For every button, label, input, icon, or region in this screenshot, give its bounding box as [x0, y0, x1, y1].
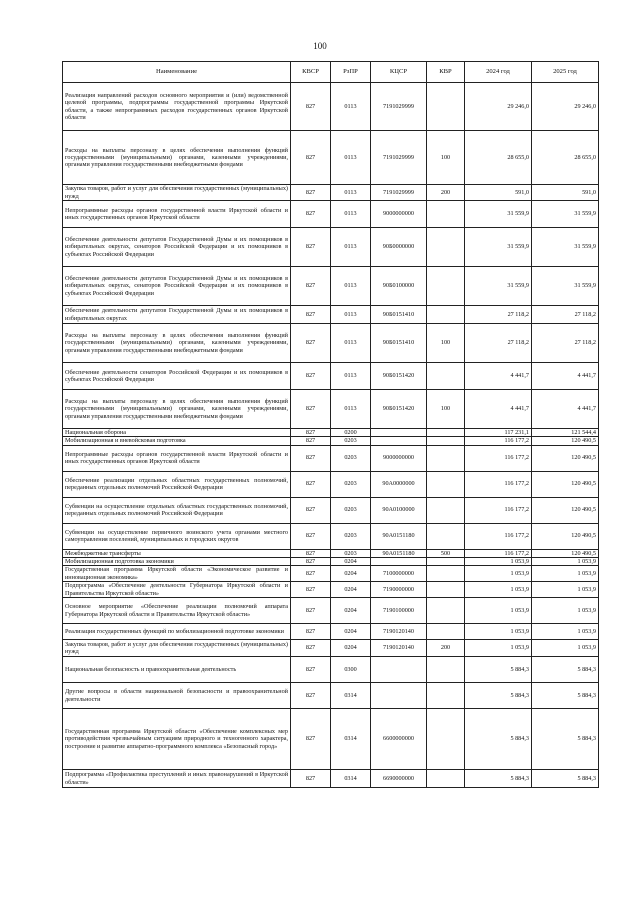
cell-kvr: [427, 624, 465, 640]
cell-y2025: 591,0: [532, 185, 599, 201]
table-row: [63, 324, 599, 363]
cell-y2025: 27 118,2: [532, 324, 599, 363]
cell-kcsr: [371, 437, 427, 445]
cell-kvsr: 827: [291, 683, 331, 709]
cell-kcsr: 90Б0151410: [371, 306, 427, 324]
cell-kcsr: 90Б0151420: [371, 363, 427, 390]
cell-y2024: 116 177,2: [465, 445, 532, 471]
table-row: [63, 390, 599, 429]
cell-name: Расходы на выплаты персоналу в целях обеспечения выполнения функций государственными (муниципальными) органами, казенными учреждениями, органами управления государственными внебюджетными фондами: [63, 324, 291, 363]
cell-rzpr: 0113: [331, 267, 371, 306]
cell-rzpr: 0203: [331, 497, 371, 523]
cell-kvsr: 827: [291, 185, 331, 201]
cell-y2024: 5 884,3: [465, 709, 532, 770]
cell-kvr: [427, 657, 465, 683]
cell-y2024: 1 053,9: [465, 557, 532, 565]
cell-y2025: 5 884,3: [532, 657, 599, 683]
cell-y2025: 28 655,0: [532, 131, 599, 185]
cell-kvr: [427, 557, 465, 565]
table-row: [63, 131, 599, 185]
cell-y2024: 116 177,2: [465, 497, 532, 523]
cell-y2024: 31 559,9: [465, 228, 532, 267]
cell-y2024: 5 884,3: [465, 770, 532, 788]
cell-kcsr: 90А0000000: [371, 471, 427, 497]
cell-kvsr: 827: [291, 445, 331, 471]
cell-y2024: 31 559,9: [465, 267, 532, 306]
cell-y2025: 120 490,5: [532, 497, 599, 523]
cell-kcsr: 7190000000: [371, 582, 427, 598]
cell-rzpr: 0204: [331, 582, 371, 598]
cell-y2025: 5 884,3: [532, 683, 599, 709]
cell-y2025: 1 053,9: [532, 557, 599, 565]
cell-kcsr: 9000000000: [371, 445, 427, 471]
table-row: [63, 201, 599, 228]
cell-rzpr: 0113: [331, 306, 371, 324]
cell-kcsr: 90Б0151410: [371, 324, 427, 363]
table-row: [63, 523, 599, 549]
cell-kcsr: 90Б0100000: [371, 267, 427, 306]
table-row: [63, 582, 599, 598]
cell-kcsr: 7190100000: [371, 598, 427, 624]
cell-y2024: 27 118,2: [465, 324, 532, 363]
cell-y2024: 4 441,7: [465, 390, 532, 429]
cell-y2024: 1 053,9: [465, 582, 532, 598]
table-row: [63, 306, 599, 324]
cell-kvsr: 827: [291, 582, 331, 598]
page-number: 100: [313, 41, 327, 51]
cell-kvsr: 827: [291, 201, 331, 228]
cell-name: Субвенции на осуществление первичного воинского учета органами местного самоуправления поселений, муниципальных и городских округов: [63, 523, 291, 549]
cell-kvsr: 827: [291, 131, 331, 185]
table-row: [63, 657, 599, 683]
cell-rzpr: 0204: [331, 557, 371, 565]
cell-rzpr: 0204: [331, 598, 371, 624]
cell-y2025: 31 559,9: [532, 201, 599, 228]
budget-table: [62, 61, 599, 788]
table-row: [63, 497, 599, 523]
cell-kvr: [427, 582, 465, 598]
cell-y2024: 116 177,2: [465, 523, 532, 549]
cell-kcsr: [371, 657, 427, 683]
cell-kcsr: 6600000000: [371, 709, 427, 770]
cell-y2025: 120 490,5: [532, 471, 599, 497]
cell-kvr: [427, 497, 465, 523]
cell-y2024: 28 655,0: [465, 131, 532, 185]
cell-y2024: 1 053,9: [465, 598, 532, 624]
cell-name: Обеспечение деятельности сенаторов Российской Федерации и их помощников в субъектах Российской Федерации: [63, 363, 291, 390]
table-row: [63, 228, 599, 267]
cell-y2025: 1 053,9: [532, 624, 599, 640]
cell-kvsr: 827: [291, 557, 331, 565]
table-row: [63, 429, 599, 437]
cell-kvr: [427, 770, 465, 788]
header-kvr: КВР: [427, 62, 465, 83]
cell-name: Обеспечение реализации отдельных областных государственных полномочий, переданных отдельных полномочий Российской Федерации: [63, 471, 291, 497]
cell-y2024: 117 231,1: [465, 429, 532, 437]
cell-rzpr: 0203: [331, 471, 371, 497]
cell-kvsr: 827: [291, 306, 331, 324]
cell-kvsr: 827: [291, 709, 331, 770]
cell-y2025: 120 490,5: [532, 437, 599, 445]
table-row: [63, 683, 599, 709]
cell-kvr: [427, 429, 465, 437]
cell-name: Межбюджетные трансферты: [63, 549, 291, 557]
cell-kcsr: 90А0100000: [371, 497, 427, 523]
cell-y2025: 120 490,5: [532, 445, 599, 471]
cell-name: Закупка товаров, работ и услуг для обеспечения государственных (муниципальных) нужд: [63, 640, 291, 657]
cell-kvsr: 827: [291, 267, 331, 306]
cell-kvsr: 827: [291, 390, 331, 429]
cell-rzpr: 0204: [331, 624, 371, 640]
cell-kcsr: 9000000000: [371, 201, 427, 228]
cell-y2025: 27 118,2: [532, 306, 599, 324]
header-kvsr: КВСР: [291, 62, 331, 83]
cell-y2025: 4 441,7: [532, 363, 599, 390]
cell-kvsr: 827: [291, 624, 331, 640]
header-2024: 2024 год: [465, 62, 532, 83]
header-kcsr: КЦСР: [371, 62, 427, 83]
cell-name: Государственная программа Иркутской области «Обеспечение комплексных мер противодействия чрезвычайным ситуациям природного и техногенного характера, построение и развитие аппаратно-программного комплекса «Безопасный город»: [63, 709, 291, 770]
cell-kvsr: 827: [291, 657, 331, 683]
cell-name: Национальная оборона: [63, 429, 291, 437]
cell-name: Расходы на выплаты персоналу в целях обеспечения выполнения функций государственными (муниципальными) органами, казенными учреждениями, органами управления государственными внебюджетными фондами: [63, 131, 291, 185]
table-row: [63, 267, 599, 306]
cell-kvr: [427, 306, 465, 324]
cell-name: Расходы на выплаты персоналу в целях обеспечения выполнения функций государственными (муниципальными) органами, казенными учреждениями, органами управления государственными внебюджетными фондами: [63, 390, 291, 429]
cell-y2025: 31 559,9: [532, 228, 599, 267]
cell-kvsr: 827: [291, 770, 331, 788]
cell-kvr: 200: [427, 185, 465, 201]
cell-y2024: 5 884,3: [465, 657, 532, 683]
cell-kvsr: 827: [291, 549, 331, 557]
cell-name: Мобилизационная и вневойсковая подготовка: [63, 437, 291, 445]
cell-name: Реализация направлений расходов основного мероприятия и (или) ведомственной целевой программы, подпрограммы государственной программы Иркутской области, а также непрограммных расходов государственных органов Иркутской области: [63, 83, 291, 131]
cell-name: Мобилизационная подготовка экономики: [63, 557, 291, 565]
cell-y2025: 5 884,3: [532, 709, 599, 770]
cell-y2025: 1 053,9: [532, 598, 599, 624]
cell-kvr: [427, 267, 465, 306]
cell-kvr: [427, 566, 465, 582]
cell-name: Подпрограмма «Обеспечение деятельности Губернатора Иркутской области и Правительства Иркутской области»: [63, 582, 291, 598]
cell-kcsr: 7191029999: [371, 185, 427, 201]
cell-kvr: 200: [427, 640, 465, 657]
cell-name: Основное мероприятие «Обеспечение реализации полномочий аппарата Губернатора Иркутской области и Правительства Иркутской области»: [63, 598, 291, 624]
cell-kvr: [427, 683, 465, 709]
table-row: [63, 471, 599, 497]
cell-kvr: 100: [427, 390, 465, 429]
cell-y2025: 4 441,7: [532, 390, 599, 429]
cell-rzpr: 0204: [331, 566, 371, 582]
cell-rzpr: 0113: [331, 390, 371, 429]
cell-kvsr: 827: [291, 598, 331, 624]
cell-name: Непрограммные расходы органов государственной власти Иркутской области и иных государственных органов Иркутской области: [63, 201, 291, 228]
cell-kvr: [427, 445, 465, 471]
cell-y2025: 120 490,5: [532, 549, 599, 557]
cell-rzpr: 0113: [331, 83, 371, 131]
cell-name: Обеспечение деятельности депутатов Государственной Думы и их помощников в избирательных округах: [63, 306, 291, 324]
table-row: [63, 437, 599, 445]
table-header-row: [63, 62, 599, 83]
cell-y2024: 116 177,2: [465, 471, 532, 497]
cell-name: Подпрограмма «Профилактика преступлений и иных правонарушений в Иркутской области»: [63, 770, 291, 788]
cell-kvsr: 827: [291, 471, 331, 497]
header-2025: 2025 год: [532, 62, 599, 83]
cell-y2025: 120 490,5: [532, 523, 599, 549]
cell-y2025: 31 559,9: [532, 267, 599, 306]
table-row: [63, 445, 599, 471]
cell-kvsr: 827: [291, 363, 331, 390]
cell-y2025: 1 053,9: [532, 582, 599, 598]
cell-y2024: 1 053,9: [465, 566, 532, 582]
cell-kvr: [427, 363, 465, 390]
cell-rzpr: 0113: [331, 363, 371, 390]
cell-kcsr: 90Б0000000: [371, 228, 427, 267]
cell-kvsr: 827: [291, 523, 331, 549]
cell-kcsr: [371, 429, 427, 437]
cell-rzpr: 0204: [331, 640, 371, 657]
table-row: [63, 640, 599, 657]
table-row: [63, 185, 599, 201]
cell-kcsr: 6690000000: [371, 770, 427, 788]
cell-name: Государственная программа Иркутской области «Экономическое развитие и инновационная экономика»: [63, 566, 291, 582]
cell-kcsr: 7190120140: [371, 624, 427, 640]
table-row: [63, 598, 599, 624]
cell-name: Другие вопросы в области национальной безопасности и правоохранительной деятельности: [63, 683, 291, 709]
cell-rzpr: 0113: [331, 185, 371, 201]
cell-rzpr: 0203: [331, 523, 371, 549]
cell-kvr: [427, 598, 465, 624]
cell-kvr: [427, 228, 465, 267]
cell-kvr: [427, 709, 465, 770]
cell-rzpr: 0113: [331, 228, 371, 267]
table-row: [63, 83, 599, 131]
cell-kcsr: [371, 557, 427, 565]
cell-rzpr: 0203: [331, 445, 371, 471]
cell-y2025: 5 884,3: [532, 770, 599, 788]
cell-rzpr: 0314: [331, 770, 371, 788]
cell-rzpr: 0300: [331, 657, 371, 683]
cell-rzpr: 0113: [331, 131, 371, 185]
table-row: [63, 549, 599, 557]
cell-y2024: 1 053,9: [465, 624, 532, 640]
cell-y2024: 27 118,2: [465, 306, 532, 324]
header-rzpr: РзПР: [331, 62, 371, 83]
cell-kvsr: 827: [291, 83, 331, 131]
table-row: [63, 363, 599, 390]
header-name: Наименование: [63, 62, 291, 83]
cell-kcsr: 7191029999: [371, 83, 427, 131]
cell-y2024: 591,0: [465, 185, 532, 201]
cell-name: Обеспечение деятельности депутатов Государственной Думы и их помощников в избирательных округах, сенаторов Российской Федерации и их помощников в субъектах Российской Федерации: [63, 267, 291, 306]
cell-rzpr: 0200: [331, 429, 371, 437]
cell-kvr: 100: [427, 131, 465, 185]
table-row: [63, 709, 599, 770]
cell-rzpr: 0314: [331, 709, 371, 770]
table-body: [63, 83, 599, 788]
cell-kvr: [427, 471, 465, 497]
cell-kcsr: 7100000000: [371, 566, 427, 582]
cell-y2025: 1 053,9: [532, 640, 599, 657]
table-row: [63, 557, 599, 565]
cell-kvr: [427, 201, 465, 228]
cell-kcsr: 90Б0151420: [371, 390, 427, 429]
cell-kvsr: 827: [291, 566, 331, 582]
cell-y2024: 116 177,2: [465, 549, 532, 557]
cell-y2024: 4 441,7: [465, 363, 532, 390]
table-row: [63, 770, 599, 788]
cell-kcsr: [371, 683, 427, 709]
cell-kvr: 500: [427, 549, 465, 557]
cell-y2025: 1 053,9: [532, 566, 599, 582]
cell-kvr: [427, 437, 465, 445]
cell-kvsr: 827: [291, 640, 331, 657]
cell-kcsr: 7191029999: [371, 131, 427, 185]
cell-kvr: [427, 523, 465, 549]
cell-kvsr: 827: [291, 429, 331, 437]
cell-y2024: 29 246,0: [465, 83, 532, 131]
cell-y2025: 29 246,0: [532, 83, 599, 131]
table-row: [63, 624, 599, 640]
cell-name: Национальная безопасность и правоохранительная деятельность: [63, 657, 291, 683]
cell-kvsr: 827: [291, 437, 331, 445]
cell-kvsr: 827: [291, 228, 331, 267]
cell-y2024: 5 884,3: [465, 683, 532, 709]
cell-y2024: 31 559,9: [465, 201, 532, 228]
cell-name: Субвенции на осуществление отдельных областных государственных полномочий, переданных отдельных полномочий Российской Федерации: [63, 497, 291, 523]
cell-kvr: [427, 83, 465, 131]
cell-name: Обеспечение деятельности депутатов Государственной Думы и их помощников в избирательных округах, сенаторов Российской Федерации и их помощников в субъектах Российской Федерации: [63, 228, 291, 267]
cell-kvr: 100: [427, 324, 465, 363]
cell-rzpr: 0113: [331, 324, 371, 363]
cell-kvsr: 827: [291, 324, 331, 363]
cell-kvsr: 827: [291, 497, 331, 523]
cell-rzpr: 0203: [331, 549, 371, 557]
cell-kcsr: 7190120140: [371, 640, 427, 657]
cell-rzpr: 0203: [331, 437, 371, 445]
table-row: [63, 566, 599, 582]
cell-y2024: 1 053,9: [465, 640, 532, 657]
cell-y2024: 116 177,2: [465, 437, 532, 445]
cell-rzpr: 0314: [331, 683, 371, 709]
cell-name: Непрограммные расходы органов государственной власти Иркутской области и иных государственных органов Иркутской области: [63, 445, 291, 471]
cell-name: Реализация государственных функций по мобилизационной подготовке экономики: [63, 624, 291, 640]
cell-name: Закупка товаров, работ и услуг для обеспечения государственных (муниципальных) нужд: [63, 185, 291, 201]
cell-kcsr: 90А0151180: [371, 523, 427, 549]
cell-rzpr: 0113: [331, 201, 371, 228]
cell-kcsr: 90А0151180: [371, 549, 427, 557]
cell-y2025: 121 544,4: [532, 429, 599, 437]
